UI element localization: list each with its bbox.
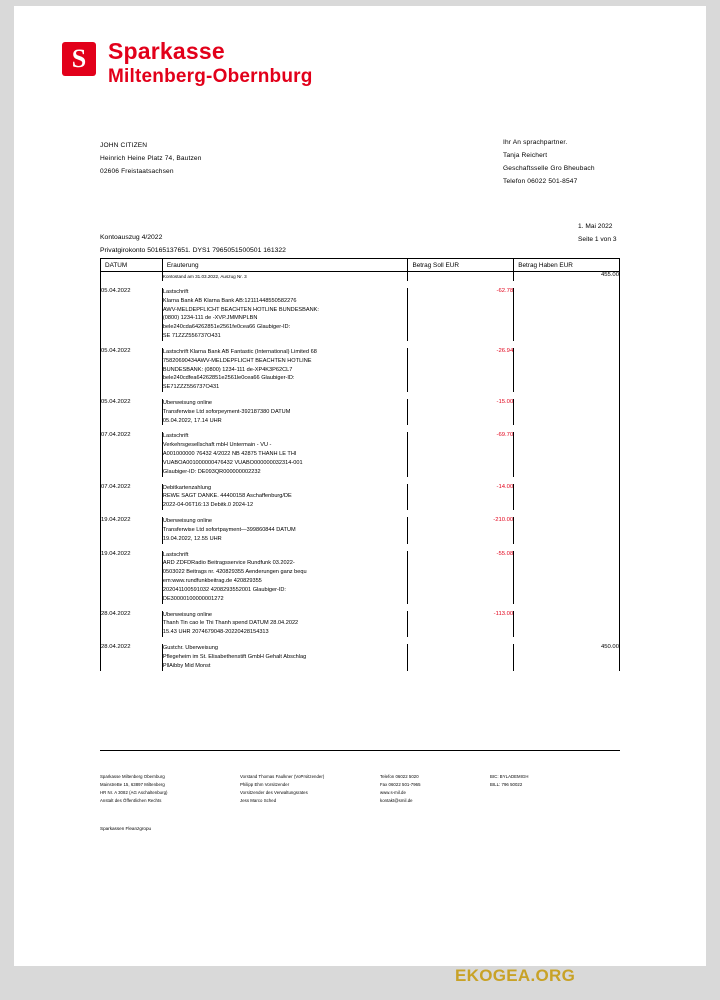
row-description-line: ARD ZDFDRadio Beitragsservice Rundfunk 03.2022- [162, 560, 295, 567]
row-description-line: 202041100591032 4208293552001 Glaubiger-ID: [162, 586, 286, 593]
row-description [162, 517, 408, 543]
recipient-street: Heinrich Heine Platz 74, Bautzen [100, 154, 202, 162]
contact-person: Tanja Reichert [503, 151, 548, 159]
bank-name-line1: Sparkasse [108, 38, 225, 64]
col-header-debit: Betrag Soll EUR [408, 259, 514, 272]
row-description-line: BUNDESBANK: (0800) 1234-111 de-XP4K3P62CL7 [162, 366, 293, 373]
row-credit [514, 551, 620, 604]
row-description-line: Debitkartenzahlung [162, 484, 212, 491]
row-description-line: Transferwise Ltd sofortpayment—399860844 DATUM [162, 526, 296, 533]
row-description-line: Lastschrift Klarna Bank AB Fantastic (International) Limited 68 [162, 348, 317, 355]
sparkasse-s-icon [62, 42, 96, 76]
row-description-line: A001000000 76432 4/2022 NB 42875 THANH LE THI [162, 451, 297, 458]
row-description-line: bele240cdfea64262851e2561le0cea66 Glaubiger-ID: [162, 375, 295, 382]
row-description-line: DE30000100000001272 [162, 595, 224, 602]
table-row [101, 399, 620, 425]
recipient-name: JOHN CITIZEN [100, 142, 148, 149]
row-description-line: 0503022 Beitrags nr. 420829355 Aenderungen ganz bequ [162, 569, 307, 576]
row-description [162, 432, 408, 476]
contact-branch: Geschaftsselle Gro Bheubach [503, 164, 595, 172]
issue-date: 1. Mai 2022 [578, 223, 613, 230]
footer-col-4: BIC: BYLADEMIGH BILL: 796 50022 [490, 774, 529, 787]
row-description-line: Transferwise Ltd soforpeyment-392187380 DATUM [162, 408, 291, 415]
row-date: 07.04.2022 [101, 432, 163, 476]
row-description-line: SE71ZZZ556737O431 [162, 384, 220, 391]
logo-letter: S [71, 44, 87, 73]
recipient-address [100, 140, 202, 179]
bank-logo [62, 38, 313, 90]
row-credit: 450.00 [514, 644, 620, 670]
opening-balance-row [101, 272, 620, 281]
table-bottom-border [100, 750, 620, 751]
row-description-line: Pflegeheim im St. Elisabethenstift GmbH Gehalt Abschlag [162, 653, 307, 660]
row-debit: -113.00 [408, 611, 514, 637]
table-row-spacer [101, 341, 620, 348]
row-debit: -69.70 [408, 432, 514, 476]
table-row-spacer [101, 392, 620, 399]
contact-label: Ihr An sprachpartner. [503, 139, 568, 146]
document-page [14, 6, 706, 966]
table-header-row [101, 259, 620, 272]
row-description-line: 75820690434AWV-MELDEPFLICHT BEACHTEN HOTLINE [162, 357, 312, 364]
issue-block [578, 221, 617, 246]
row-description-line: Gustchr. Uberweisung [162, 645, 218, 652]
table-row [101, 611, 620, 637]
footer-col-2: Vorstand Thomas Faulkner (VoPrsitzender) Philipp Ehm Vorsitzender Vorsitzender des Verwaltungsrates Jess Marco Sched [240, 774, 325, 803]
table-row [101, 644, 620, 670]
row-date: 28.04.2022 [101, 611, 163, 637]
table-row [101, 551, 620, 604]
row-description-line: Lastschrift [162, 433, 189, 440]
table-row [101, 484, 620, 510]
opening-credit: 455.00 [514, 272, 620, 281]
row-description-line: 05.04.2022, 17.14 UHR [162, 417, 222, 424]
row-credit [514, 517, 620, 543]
opening-debit [408, 272, 514, 281]
bank-name-line2: Miltenberg-Obernburg [108, 66, 313, 88]
bank-name [108, 38, 313, 90]
row-credit [514, 399, 620, 425]
page-title: Kontoauszug 4/2022 [100, 234, 163, 241]
recipient-city: 02606 Freistaatsachsen [100, 167, 174, 175]
row-description [162, 399, 408, 425]
account-line: Privatgirokonto 50165137651. DYS1 7965051500501 161322 [100, 246, 286, 254]
row-description-line: PllAibby Mid Monst [162, 662, 211, 669]
row-debit: -15.00 [408, 399, 514, 425]
row-credit [514, 484, 620, 510]
table-row-spacer [101, 604, 620, 611]
row-description-line: VUABOA001000000476432 VUABO000000032314-001 [162, 459, 303, 466]
table-row-spacer [101, 510, 620, 517]
row-description [162, 484, 408, 510]
row-credit [514, 611, 620, 637]
footer [100, 773, 630, 805]
page-number: Seite 1 von 3 [578, 235, 617, 243]
row-description [162, 551, 408, 604]
row-description-line: SE 71ZZZ556737O431 [162, 333, 221, 340]
row-credit [514, 288, 620, 341]
row-description [162, 644, 408, 670]
row-description [162, 288, 408, 341]
row-description-line: (0800) 1234-111 de -XVP.JMMNPLBN [162, 315, 258, 322]
table-row [101, 432, 620, 476]
contact-block [503, 137, 595, 188]
row-credit [514, 348, 620, 392]
footer-col-1: Sparkasse Miltenberg Obernburg MainstreBe 15, 63897 Miltenberg HR Nr. A 3082 (AG Aschaltenburg) Anstalt des Öffentlichen Rechts [100, 774, 168, 803]
table-row-spacer [101, 281, 620, 288]
row-debit: -14.00 [408, 484, 514, 510]
contact-phone: Telefon 06022 501-8547 [503, 177, 578, 185]
row-date: 07.04.2022 [101, 484, 163, 510]
row-description [162, 348, 408, 392]
row-debit: -210.00 [408, 517, 514, 543]
table-row-spacer [101, 544, 620, 551]
row-date: 05.04.2022 [101, 348, 163, 392]
row-description-line: 2022-04-06T16:13 Debitk.0 2024-12 [162, 502, 254, 509]
table-body [101, 272, 620, 671]
row-description-line: AWV-MELDEPFLICHT BEACHTEN HOTLINE BUNDESBANK: [162, 306, 319, 313]
col-header-credit: Betrag Haben EUR [514, 259, 620, 272]
row-description-line: Uberweisung online [162, 611, 213, 618]
row-credit [514, 432, 620, 476]
row-description-line: em:www.rundfunkbeitrag.de 420829355 [162, 578, 262, 585]
table-row [101, 288, 620, 341]
footer-note: Sparkassen Fleanzgropu [100, 826, 152, 831]
row-description-line: bele240cda64262851e2561fe0cea66 Glaubiger-ID: [162, 324, 291, 331]
row-description-line: Klarna Bank AB Klarna Bank AB:12111448550582276 [162, 297, 297, 304]
col-header-date: DATUM [101, 259, 163, 272]
row-description-line: Uberweisung online [162, 400, 213, 406]
footer-col-3: Telefon 06022 5020 Fax 06022 501-7965 www.s-mil.de kontakt@smil.de [380, 774, 421, 803]
statement-table [100, 258, 620, 671]
col-header-description: Erauterung [162, 259, 408, 272]
row-debit: -26.94 [408, 348, 514, 392]
row-date: 19.04.2022 [101, 551, 163, 604]
table-row [101, 517, 620, 543]
row-description-line: Thanh Tin cao le Thi Thanh spend DATUM 28.04.2022 [162, 620, 299, 627]
watermark: EKOGEA.ORG [455, 966, 576, 985]
table-row [101, 348, 620, 392]
row-date: 05.04.2022 [101, 399, 163, 425]
row-description-line: Lastschrift [162, 288, 189, 295]
row-description-line: Verkehrsgesellschaft mbH Untermain - VU - [162, 442, 272, 449]
row-description-line: Lastschrift [162, 551, 189, 558]
row-debit [408, 644, 514, 670]
row-description-line: 15.43 UHR 2074679048-20220428154313 [162, 629, 269, 636]
row-description [162, 611, 408, 637]
opening-balance-text: Kontostand am 31.03.2022, Auszug Nr. 3 [162, 274, 247, 279]
row-description-line: Uberweisung online [162, 518, 213, 525]
row-description-line: REWE SAGT DANKE. 44400158 Aschaffenburg/DE [162, 493, 292, 500]
table-row-spacer [101, 477, 620, 484]
table-row-spacer [101, 637, 620, 644]
document-meta [100, 232, 286, 258]
row-debit: -55.08 [408, 551, 514, 604]
row-debit: -62.78 [408, 288, 514, 341]
row-date: 19.04.2022 [101, 517, 163, 543]
opening-date [101, 272, 163, 281]
row-description-line: Glaubiger-ID: DE093QR000000002232 [162, 468, 261, 475]
row-description-line: 19.04.2022, 12.55 UHR [162, 535, 222, 542]
table-row-spacer [101, 425, 620, 432]
row-date: 05.04.2022 [101, 288, 163, 341]
row-date: 28.04.2022 [101, 644, 163, 670]
